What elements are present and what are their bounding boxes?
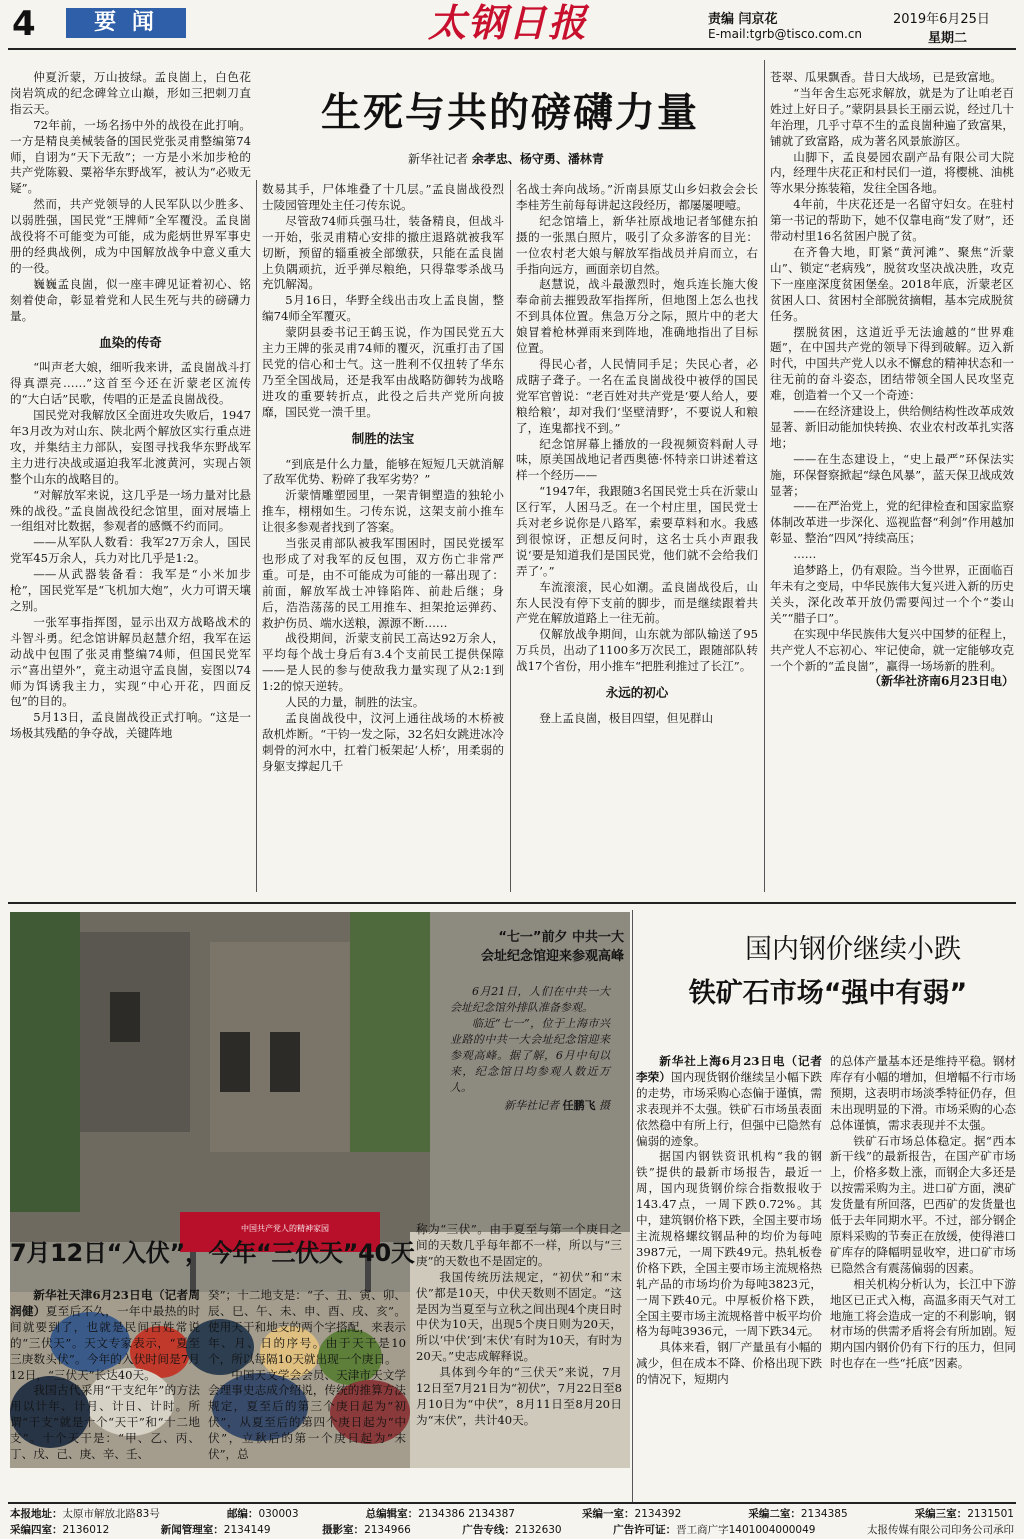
paragraph: 苍翠、瓜果飘香。昔日大战场，已是致富地。 — [770, 70, 1002, 84]
column-divider — [510, 180, 511, 892]
paragraph: 尽管敌74师兵强马壮，装备精良，但战斗一开始，张灵甫精心安排的撤庄退路就被我军切断，预留的辎重被全部缴获，只能在孟良崮上负隅顽抗，近乎弹尽粮绝，只得靠零杀战马充饥解渴。 — [262, 213, 504, 292]
paragraph: “叫声老大娘，细听我来讲，孟良崮战斗打得真漂亮……”这首至今还在沂蒙老区流传的“大白话”民歌，传唱的正是孟良崮战役。 — [10, 360, 251, 407]
paragraph: 具体到今年的“三伏天”来说，7月12日至7月21日为“初伏”，7月22日至8月10日为“中伏”，8月11日至8月20日为“末伏”，共计40天。 — [416, 1365, 622, 1427]
paragraph: 据国内钢铁资讯机构“我的钢铁”提供的最新市场报告，最近一周，国内现货钢价综合指数报收于143.47点，一周下跌0.72%。其中，建筑钢价格下跌，全国主要市场主流规格螺纹钢品种的均价为每吨3987元，一周下跌49元。热轧板卷价格下跌，全国主要市场主流规格热轧产品的市场均价为每吨3823元，一周下跌40元。中厚板价格下跌，全国主要市场主流规格普中板平均价格为每吨3936元，一周下跌34元。 — [636, 1149, 822, 1339]
steel-lead-dateline: 新华社上海6月23日电 — [659, 1054, 786, 1068]
steel-headline-line-2: 铁矿石市场“强中有弱” — [688, 978, 968, 1009]
masthead — [0, 0, 1024, 50]
paragraph: 追梦路上，仍有艰险。当今世界，正面临百年未有之变局，中华民族伟大复兴进入新的历史关头，深化改革开放仍需要闯过一个个“娄山关”“腊子口”。 — [770, 563, 1014, 625]
caption-paragraph: 6月21日，人们在中共一大会址纪念馆外排队准备参观。 — [450, 985, 610, 1014]
paragraph: ——从军队人数看：我军27万余人，国民党军45万余人，兵力对比几乎是1:2。 — [10, 535, 251, 566]
photo-title-line-1: “七一”前夕 中共一大 — [498, 930, 624, 945]
footer-line-1 — [10, 1506, 1014, 1522]
page-number: 4 — [12, 4, 36, 44]
paragraph: 仅解放战争期间，山东就为部队输送了95万兵员，出动了1100多万次民工，跟随部队转战17个省份，用小推车“把胜利推过了长江”。 — [516, 627, 758, 674]
paragraph: 名战士奔向战场。”沂南县原艾山乡妇救会会长李桂芳生前每每讲起这段经历，都屡屡哽噎。 — [516, 182, 758, 212]
footer-item: 太报传媒有限公司印务公司承印 — [867, 1524, 1014, 1536]
footer-item: 广告专线：2132630 — [462, 1524, 562, 1536]
lead-byline — [408, 150, 708, 167]
photo-caption — [450, 984, 610, 1114]
steel-column-2 — [830, 1054, 1016, 1372]
paragraph: 具体来看，钢厂产量虽有小幅的减少，但在成本不降、价格出现下跌的情况下，短期内 — [636, 1340, 822, 1387]
paragraph: 的总体产量基本还是维持平稳。钢材库存有小幅的增加，但增幅不行市场预期，这表明市场淡季特征仍存，但未出现明显的下滑。市场采购的心态总体谨慎，需求表现并不太强。 — [830, 1054, 1016, 1132]
section-badge — [66, 8, 186, 38]
footer-item: 本报地址：太原市解放北路83号 — [10, 1508, 160, 1520]
lead-headline: 生死与共的磅礴力量 — [321, 90, 699, 136]
dog-days-column-1 — [10, 1288, 200, 1463]
paragraph: 一张军事指挥图，显示出双方战略战术的斗智斗勇。纪念馆讲解员赵慧介绍，我军在运动战中包围了张灵甫整编74师，但国民党军示“喜出望外”，竟主动退守孟良崮，妄图以74师为饵诱我主力，实现“中心开花，四面反包”的目的。 — [10, 614, 251, 709]
editor-line — [708, 8, 778, 27]
paragraph: 4年前，牛庆花还是一名留守妇女。在驻村第一书记的帮助下，她不仅靠电商“发了财”，还带动村里16名贫困户脱了贫。 — [770, 197, 1014, 244]
column-divider — [764, 60, 765, 892]
paragraph: “到底是什么力量，能够在短短几天就消解了敌军优势、粉碎了我军劣势？” — [262, 456, 504, 487]
editor-label: 责编 — [708, 12, 735, 27]
lead-dateline: （新华社济南6月23日电） — [868, 674, 1014, 689]
footer-item: 摄影室：2134966 — [322, 1524, 411, 1536]
paragraph: 我国古代采用“干支纪年”的方法用以计年、计月、计日、计时。所谓“干支”就是十个“天干”和“十二地支”。十个天干是：“甲、乙、丙、丁、戊、己、庚、辛、壬、 — [10, 1383, 200, 1462]
paragraph: 车流滚滚，民心如潮。孟良崮战役后，山东人民没有停下支前的脚步，而是继续跟着共产党在解放道路上一往无前。 — [516, 579, 758, 626]
paragraph: “当年舍生忘死求解放，就是为了让咱老百姓过上好日子。”蒙阴县县长王丽云说，经过几十年治理，几乎寸草不生的孟良崮种遍了致富果，铺就了致富路，成为著名风景旅游区。 — [770, 85, 1014, 148]
paragraph: 中国天文学会会员、天津市天文学会理事史志成介绍说，传统的推算方法规定，夏至后的第三个庚日起为“初伏”，从夏至后的第四个庚日起为“中伏”，立秋后的第一个庚日起为“末伏”，总 — [208, 1367, 406, 1462]
lead-column-3 — [516, 182, 758, 727]
paragraph: 纪念馆屏幕上播放的一段视频资料耐人寻味，原美国战地记者西奥德·怀特亲口讲述着这样一个经历—— — [516, 436, 758, 483]
paragraph: 数易其手，尸体堆叠了十几层。”孟良崮战役烈士陵园管理处主任刁传东说。 — [262, 182, 504, 212]
paragraph: 国民党对我解放区全面进攻失败后，1947年3月改为对山东、陕北两个解放区实行重点进攻，并集结主力部队，妄图寻找我华东野战军主力进行决战或逼迫我军北渡黄河，实现占领整个山东的战略目的。 — [10, 408, 251, 486]
dog-days-headline: 7月12日“入伏”，今年“三伏天”40天 — [10, 1239, 415, 1267]
steel-headline — [640, 928, 1016, 1016]
dog-days-lead-body: 夏至后不久，一年中最热的时间就要到了，也就是民间百姓常说的“三伏天”。天文专家表示，“夏至三庚数头伏”。今年的入伏时间是7月12日，“三伏天”长达40天。 — [10, 1303, 200, 1382]
footer-item: 总编辑室：2134386 2134387 — [365, 1508, 515, 1520]
paragraph: 癸”；十二地支是：“子、丑、寅、卯、辰、巳、午、未、申、酉、戌、亥”。使用天干和地支的两个字搭配，来表示年、月、日的序号。由于天干是10个，所以每隔10天就出现一个庚日。 — [208, 1288, 406, 1366]
editor-name: 闫京花 — [738, 12, 778, 27]
lead-column-4 — [770, 70, 1014, 690]
credit-name: 任鹏飞 — [562, 1099, 596, 1112]
credit-suffix: 摄 — [599, 1099, 610, 1112]
paragraph: …… — [793, 547, 817, 562]
footer-item: 采编四室：2136012 — [10, 1524, 110, 1536]
steel-lead-body: 国内现货钢价继续呈小幅下跌的走势，市场采购心态偏于谨慎，需求表现并不太强。铁矿石市场虽表面依然稳中有所上行，但强中已隐然有偏弱的迹象。 — [636, 1069, 822, 1148]
dog-days-lead-reporter: （记者周润健） — [10, 1288, 200, 1318]
paragraph: 孟良崮战役中，汶河上通往战场的木桥被敌机炸断。“干钧一发之际，32名妇女跳进冰冷刺骨的河水中，扛着门板架起‘人桥’，用柔弱的身躯支撑起几千 — [262, 711, 504, 773]
paper-logo: 太钢日报 — [428, 0, 589, 45]
footer-item: 邮编：030003 — [226, 1508, 299, 1520]
photo-title — [402, 928, 624, 966]
issue-date: 2019年6月25日 — [893, 12, 990, 27]
paragraph: 登上孟良崮，极目四望，但见群山 — [539, 711, 714, 725]
byline-names: 余孝忠、杨守勇、潘林青 — [471, 152, 604, 166]
paragraph: 72年前，一场名扬中外的战役在此打响。一方是精良美械装备的国民党张灵甫整编第74师，自诩为“天下无敌”；一方是小米加步枪的共产党陈毅、粟裕华东野战军，被认为“必败无疑”。 — [10, 117, 251, 196]
paragraph: 5月16日，华野全线出击攻上孟良崮，整编74师全军覆灭。 — [262, 293, 504, 324]
paragraph — [636, 1054, 822, 1149]
paragraph: 5月13日，孟良崮战役正式打响。“这是一场极其残酷的争夺战，关键阵地 — [10, 710, 251, 741]
footer-divider — [8, 1502, 1016, 1504]
column-divider — [632, 910, 633, 1502]
paragraph: 蒙阴县委书记王鹤玉说，作为国民党五大主力王牌的张灵甫74师的覆灭，沉重打击了国民党的信心和士气。这一胜利不仅扭转了华东乃至全国战局，还是我军由战略防御转为战略进攻的重要转折点，此役之后共产党所向披靡，国民党一溃千里。 — [262, 325, 504, 419]
masthead-divider — [8, 48, 1016, 50]
paragraph: 当张灵甫部队被我军围困时，国民党援军也形成了对我军的反包围，双方伤亡非常严重。可是，由不可能成为可能的一幕出现了：前面，解放军战士冲锋陷阵、前赴后继；身后，浩浩荡荡的民工用推车、担架抢运弹药、救护伤员、端水送粮，源源不断…… — [262, 536, 504, 630]
paragraph: 铁矿石市场总体稳定。据“西本新干线”的最新报告，在国产矿市场上，价格多数上涨，而钢企大多还是以按需采购为主。进口矿方面，澳矿发货量有所回落，巴西矿的发货量也低于去年同期水平。不过，部分钢企原料采购的节奏正在放缓，使得港口矿库存的降幅明显收窄，进口矿市场已隐然含有震荡偏弱的因素。 — [830, 1133, 1016, 1275]
footer — [10, 1506, 1014, 1538]
paragraph: “1947年，我跟随3名国民党士兵在沂蒙山区行军，人困马乏。在一个村庄里，国民党士兵对老乡说你是八路军，索要草料和水。我感到很惊讶，正想反问时，这名士兵小声跟我说‘要是知道我们是国民党，他们就不会给我们弄了’。” — [516, 484, 758, 578]
lead-column-2 — [262, 182, 504, 775]
section-label: 要 闻 — [94, 10, 158, 35]
weekday: 星期二 — [928, 31, 968, 46]
byline-prefix: 新华社记者 — [408, 152, 469, 166]
caption-paragraph: 临近“七一”，位于上海市兴业路的中共一大会址纪念馆迎来参观高峰。据了解，6月中旬以来，纪念馆日均参观人数近万人。 — [450, 1017, 610, 1094]
paragraph: ——在生态建设上，“史上最严”环保法实施，环保督察掀起“绿色风暴”，蓝天保卫战成效显著； — [770, 451, 1014, 498]
paragraph — [10, 1288, 200, 1383]
paragraph: 在齐鲁大地，盯紧“黄河滩”、聚焦“沂蒙山”、锁定“老病残”，脱贫攻坚决战决胜，攻克下一座座深度贫困堡垒。2018年底，沂蒙老区贫困人口、贫困村全部脱贫摘帽，基本完成脱贫任务。 — [770, 244, 1014, 323]
credit-prefix: 新华社记者 — [504, 1099, 559, 1112]
footer-item: 采编三室：2131501 — [914, 1508, 1014, 1520]
paragraph: 纪念馆墙上，新华社原战地记者邹健东拍摄的一张黑白照片，吸引了众多游客的目光：一位农村老大娘与解放军指战员并肩而立，右手指向远方，画面亲切自然。 — [516, 213, 758, 276]
steel-lead-reporter: （记者李荣） — [636, 1054, 822, 1084]
paragraph: 得民心者，人民情同手足；失民心者，必成瞎子聋子。一名在孟良崮战役中被俘的国民党军官曾说：“老百姓对共产党是‘要人给人，要粮给粮’，却对我们‘坚壁清野’，不要说人和粮了，连鬼都找不到。” — [516, 356, 758, 435]
subhead-blood: 血染的传奇 — [99, 334, 162, 350]
lead-column-1 — [10, 70, 251, 742]
paragraph: 称为“三伏”。由于夏至与第一个庚日之间的天数几乎每年都不一样，所以与“三庚”的天数也不是固定的。 — [416, 1222, 622, 1268]
steel-headline-line-1: 国内钢价继续小跌 — [745, 934, 961, 965]
photo-credit — [450, 1098, 610, 1114]
dog-days-lead-dateline: 新华社天津6月23日电 — [33, 1288, 153, 1302]
email: E-mail:tgrb@tisco.com.cn — [708, 27, 863, 41]
subhead-weapon: 制胜的法宝 — [351, 430, 415, 446]
section-divider — [8, 902, 1016, 904]
paragraph: 相关机构分析认为，长江中下游地区已正式入梅，高温多雨天气对工地施工将会造成一定的不利影响，钢材市场的供需矛盾将会有所加剧。短期内国内钢价仍有下行的压力，但同时也存在一些“托底”因素。 — [830, 1276, 1016, 1371]
dog-days-column-2 — [208, 1288, 406, 1463]
paragraph: ——在严治党上，党的纪律检查和国家监察体制改革进一步深化、巡视监督“利剑”作用越加彰显、整治“四风”持续高压； — [770, 499, 1014, 546]
paragraph: 我国传统历法规定，“初伏”和“末伏”都是10天，中伏天数则不固定。“这是因为当夏至与立秋之间出现4个庚日时中伏为10天，出现5个庚日则为20天，所以‘中伏’到‘末伏’有时为10天，有时为20天。”史志成解释说。 — [416, 1269, 622, 1364]
footer-line-2 — [10, 1522, 1014, 1538]
paragraph: 战役期间，沂蒙支前民工高达92万余人，平均每个战士身后有3.4个支前民工提供保障——是人民的参与使敌我力量实现了从2:1到1:2的惊天逆转。 — [262, 631, 504, 694]
column-divider — [256, 180, 257, 892]
paragraph: 山脚下，孟良晏园农副产品有限公司大院内，经理牛庆花正和村民们一道，将樱桃、油桃等水果分拣装箱，发往全国各地。 — [770, 149, 1014, 196]
dog-days-column-3 — [416, 1222, 622, 1429]
paragraph: 然而，共产党领导的人民军队以少胜多、以弱胜强，国民党“王牌师”全军覆没。孟良崮战役将不可能变为可能，成为彪炳世界军事史册的经典战例，成为中国解放战争中意义重大的一役。 — [10, 197, 251, 275]
photo-title-line-2: 会址纪念馆迎来参观高峰 — [480, 949, 624, 964]
footer-item: 采编一室：2134392 — [582, 1508, 682, 1520]
footer-item: 广告许可证：晋工商广字1401004000049 — [613, 1524, 816, 1536]
subhead-original-aspiration: 永远的初心 — [605, 685, 669, 701]
footer-item: 新闻管理室：2134149 — [160, 1524, 271, 1536]
paragraph: 摆脱贫困，这道近乎无法逾越的“世界难题”，在中国共产党的领导下得到破解。迈入新时代，中国共产党人以永不懈怠的精神状态和一往无前的奋斗姿态，团结带领全国人民攻坚克难，创造着一个又一个奇迹： — [770, 324, 1014, 403]
paragraph: 仲夏沂蒙，万山披绿。孟良崮上，白色花岗岩筑成的纪念碑耸立山巅，形如三把刺刀直指云天。 — [10, 70, 251, 116]
paragraph: ——在经济建设上，供给侧结构性改革成效显著、新旧动能加快转换、农业农村改革扎实落地； — [770, 404, 1014, 450]
photo-banner-text: 中国共产党人的精神家园 — [241, 1224, 329, 1233]
paragraph: ——从武器装备看：我军是“小米加步枪”，国民党军是“飞机加大炮”，火力可谓天壤之别。 — [10, 567, 251, 613]
paragraph: 在实现中华民族伟大复兴中国梦的征程上，共产党人不忘初心、牢记使命，就一定能够攻克一个个新的“孟良崮”，赢得一场场新的胜利。 — [770, 626, 1014, 673]
paragraph: 沂蒙情雕塑园里，一架青铜塑造的独轮小推车，栩栩如生。刁传东说，这架支前小推车让很多参观者找到了答案。 — [262, 488, 504, 535]
paragraph: 赵慧说，战斗最激烈时，炮兵连长施大俊奉命前去摧毁敌军指挥所，但地图上怎么也找不到具体位置。焦急万分之际，照片中的老大娘冒着枪林弹雨来到阵地，准确地指出了目标位置。 — [516, 277, 758, 356]
footer-item: 采编二室：2134385 — [748, 1508, 848, 1520]
steel-column-1 — [636, 1054, 822, 1388]
paragraph: 人民的力量，制胜的法宝。 — [285, 695, 425, 710]
paragraph: 巍巍孟良崮，似一座丰碑见证着初心、铭刻着使命，彰显着党和人民生死与共的磅礴力量。 — [10, 276, 251, 323]
paragraph: “对解放军来说，这几乎是一场力量对比悬殊的战役。”孟良崮战役纪念馆里，面对展墙上一组组对比数据，参观者的感慨不约而同。 — [10, 487, 251, 534]
